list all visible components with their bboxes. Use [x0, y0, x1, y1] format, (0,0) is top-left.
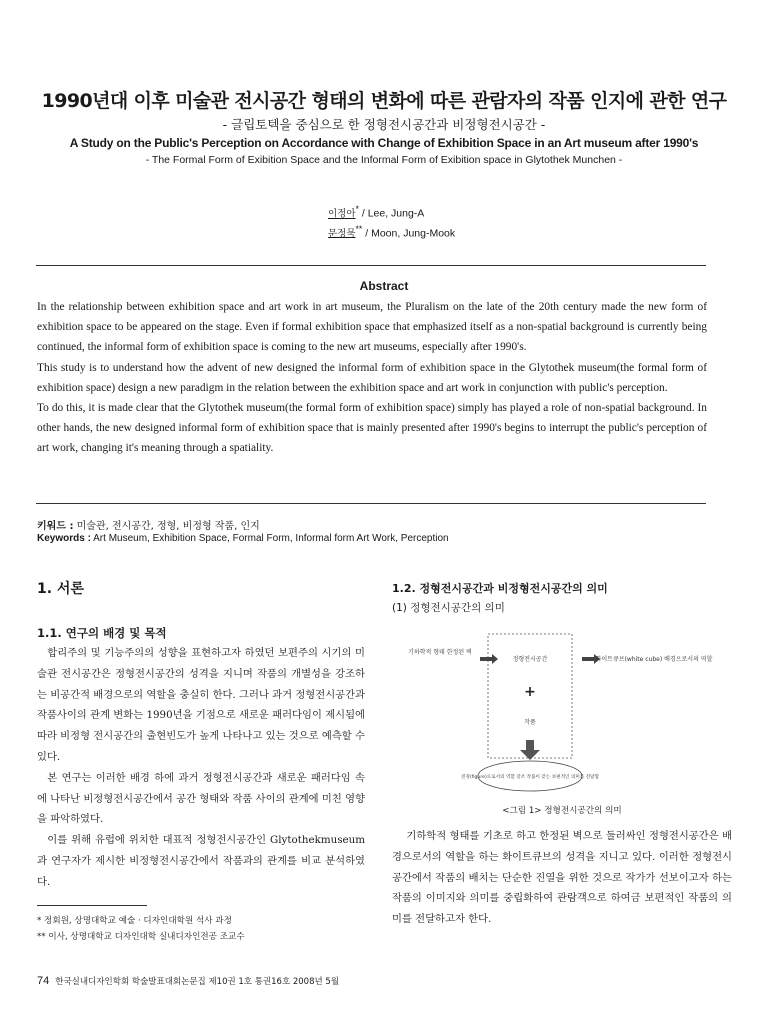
author-list: [328, 202, 455, 241]
figure-1-diagram: [392, 628, 732, 798]
figure-1-caption: <그림 1> 정형전시공간의 의미: [502, 806, 622, 816]
section-1-2-1-heading: (1) 정형전시공간의 의미: [392, 602, 505, 614]
author-2: [328, 222, 455, 242]
figure-left-label: 기하학적 형태 한정된 벽: [408, 649, 472, 656]
keywords-korean: [37, 517, 260, 532]
keywords-korean-label: 키워드 :: [37, 521, 74, 532]
keywords-english: [37, 533, 449, 544]
left-paragraph-1: 합리주의 및 기능주의의 성향을 표현하고자 하였던 보편주의 시기의 미술관 전시공간은 정형전시공간의 성격을 지니며 작품의 개별성을 강조하는 비공간적 배경으로의 역할을 충실히 한다. 그러나 과거 정형전시공간과 작품사이의 관계 변화는 1990년을 기점으로 새로운 패러다임이 제시됨에 따라 비정형 전시공간의 출현빈도가 높게 나타나고 있는 것으로 예측할 수 있다.: [37, 647, 365, 763]
footnote-2: ** 이사, 상명대학교 디자인대학 실내디자인전공 조교수: [37, 932, 245, 942]
abstract-top-rule: [36, 265, 706, 266]
page-footer: [37, 975, 339, 987]
left-paragraph-2: 본 연구는 이러한 배경 하에 과거 정형전시공간과 새로운 패러다임 속에 나타난 비정형전시공간에서 공간 형태와 작품 사이의 관계에 미친 영향을 파악하였다.: [37, 771, 365, 826]
abstract-bottom-rule: [36, 503, 706, 504]
section-1-heading: 1. 서론: [37, 581, 84, 597]
abstract-body: [37, 297, 707, 459]
author-1: [328, 202, 455, 222]
paper-subtitle-english: - The Formal Form of Exibition Space and the Informal Form of Exibition space in Glytothek Munchen -: [145, 154, 623, 166]
keywords-korean-list: 미술관, 전시공간, 정형, 비정형 작품, 인지: [73, 521, 260, 532]
section-1-1-heading: 1.1. 연구의 배경 및 목적: [37, 626, 167, 640]
keywords-english-list: Art Museum, Exhibition Space, Formal Form, Informal form Art Work, Perception: [90, 533, 449, 544]
abstract-paragraph-3: To do this, it is made clear that the Glytothek museum(the formal form of exhibition space) simply has played a role of non-spatial background. In other hands, the new designed informal form of exhibition space that is mainly presented after 1990's begins to interrupt the public's perception of art work, changing it's meaning through a spatiality.: [37, 402, 707, 455]
left-paragraph-3: 이를 위해 유럽에 위치한 대표적 정형전시공간인 Glytothekmuseum과 연구자가 제시한 비정형전시공간에서 작품과의 관계를 비교 분석하였다.: [37, 834, 365, 888]
author-2-korean-name: 문정묵: [328, 228, 356, 239]
figure-ellipse-label: 전경(figure)으로서의 역할 강조 작품이 갖는 보편적인 의미를 전달함: [460, 775, 600, 780]
paper-title-korean: 1990년대 이후 미술관 전시공간 형태의 변화에 따른 관람자의 작품 인지에 관한 연구: [41, 90, 727, 112]
abstract-paragraph-2: This study is to understand how the advent of new designed the informal form of exhibition space in the Glytothek museum(the formal form of exhibition space) design a new paradigm in the relation between the exhibition space and art work in conjunction with public's perception.: [37, 361, 707, 394]
page-number: 74: [37, 975, 50, 987]
footnote-1: * 정회원, 상명대학교 예술 · 디자인대학원 석사 과정: [37, 916, 232, 926]
author-1-english-name: / Lee, Jung-A: [358, 207, 425, 220]
right-paragraph-1: 기하학적 형태를 기초로 하고 한정된 벽으로 둘러싸인 정형전시공간은 배경으로서의 역할을 하는 화이트큐브의 성격을 지니고 있다. 이러한 정형전시공간에서 작품의 배치는 단순한 진열을 위한 것으로 작가가 선보이고자 하는 작품의 이미지와 의미를 중립화하여 관람객으로 하여금 보편적인 작품의 의미를 전달하고자 한다.: [392, 830, 732, 926]
author-1-korean-name: 이정아: [328, 208, 356, 220]
section-1-2-heading: 1.2. 정형전시공간과 비정형전시공간의 의미: [392, 582, 608, 595]
figure-arrow-down: [520, 740, 540, 760]
keywords-english-label: Keywords :: [37, 533, 91, 544]
figure-arrow-right-1: [480, 654, 498, 664]
figure-right-label: 화이트큐브(white cube) 배경으로서의 역할: [595, 656, 713, 663]
figure-lower-label: 작품: [524, 719, 536, 726]
author-1-mark: *: [355, 204, 359, 214]
paper-subtitle-korean: - 글립토텍을 중심으로 한 정형전시공간과 비정형전시공간 -: [222, 117, 546, 132]
section-1-2-1-body: [392, 826, 732, 930]
section-1-1-body: [37, 643, 365, 893]
figure-center-label: 정형전시공간: [512, 656, 548, 663]
footnote-rule: [37, 905, 147, 906]
figure-plus-sign: +: [524, 684, 536, 700]
abstract-paragraph-1: In the relationship between exhibition space and art work in art museum, the Pluralism on the late of the 20th century made the new form of exhibition space to be appeared on the stage. Even if formal exhibition space that emphasized itself as a non-spatial background is currently being continued, the informal form of exhibition space is coming to the new art museums, especially after 1990's.: [37, 301, 707, 354]
author-2-mark: **: [355, 223, 363, 234]
author-2-english-name: / Moon, Jung-Mook: [362, 227, 456, 239]
journal-citation: 한국실내디자인학회 학술발표대회논문집 제10권 1호 통권16호 2008년 5월: [55, 977, 340, 987]
abstract-heading: Abstract: [359, 279, 409, 293]
paper-title-english: A Study on the Public's Perception on Accordance with Change of Exhibition Space in an Art museum after 1990's: [69, 136, 699, 150]
